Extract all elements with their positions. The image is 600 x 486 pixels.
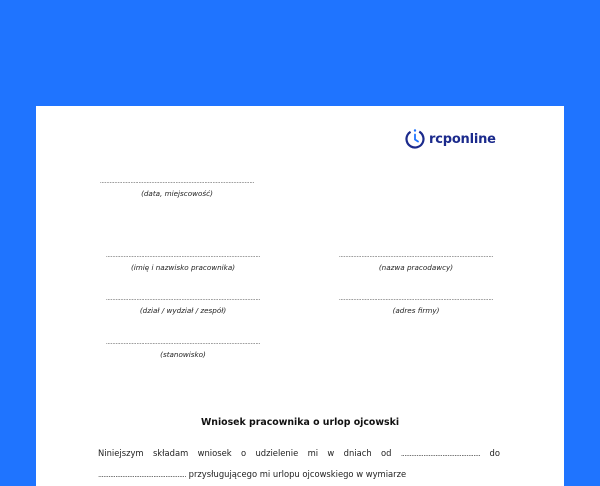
request-text: do — [489, 448, 500, 458]
dotted-line: ................................................................................................ — [338, 252, 494, 259]
document-page — [36, 106, 564, 486]
field-caption: (data, miejscowość) — [141, 189, 213, 198]
request-paragraph — [98, 443, 500, 485]
logo-text: rcponline — [429, 131, 496, 147]
field-caption: (dział / wydział / zespół) — [139, 306, 227, 315]
company-logo — [404, 128, 496, 150]
position-field — [102, 339, 264, 359]
employer-name-field — [335, 252, 497, 272]
field-caption: (adres firmy) — [392, 306, 440, 315]
dotted-line: ................................................................................................ — [99, 178, 255, 185]
dotted-line: .............................................. — [400, 450, 481, 458]
dotted-line: ................................................................................................ — [105, 339, 261, 346]
department-field — [102, 295, 264, 315]
request-text: Niniejszym składam wniosek o udzielenie mi w dniach od — [98, 448, 392, 458]
company-address-field — [335, 295, 497, 315]
document-title: Wniosek pracownika o urlop ojcowski — [200, 417, 400, 428]
date-place-field — [98, 178, 256, 198]
clock-circle-icon — [404, 128, 426, 150]
dotted-line: ................................................................................................ — [105, 295, 261, 302]
field-caption: (stanowisko) — [160, 350, 206, 359]
request-text: przysługującego mi urlopu ojcowskiego w wymiarze — [188, 469, 407, 479]
field-caption: (nazwa pracodawcy) — [378, 263, 454, 272]
field-caption: (imię i nazwisko pracownika) — [130, 263, 236, 272]
dotted-line: ................................................................................................ — [105, 252, 261, 259]
employee-name-field — [102, 252, 264, 272]
dotted-line: ................................................... — [98, 471, 186, 479]
dotted-line: ................................................................................................ — [338, 295, 494, 302]
